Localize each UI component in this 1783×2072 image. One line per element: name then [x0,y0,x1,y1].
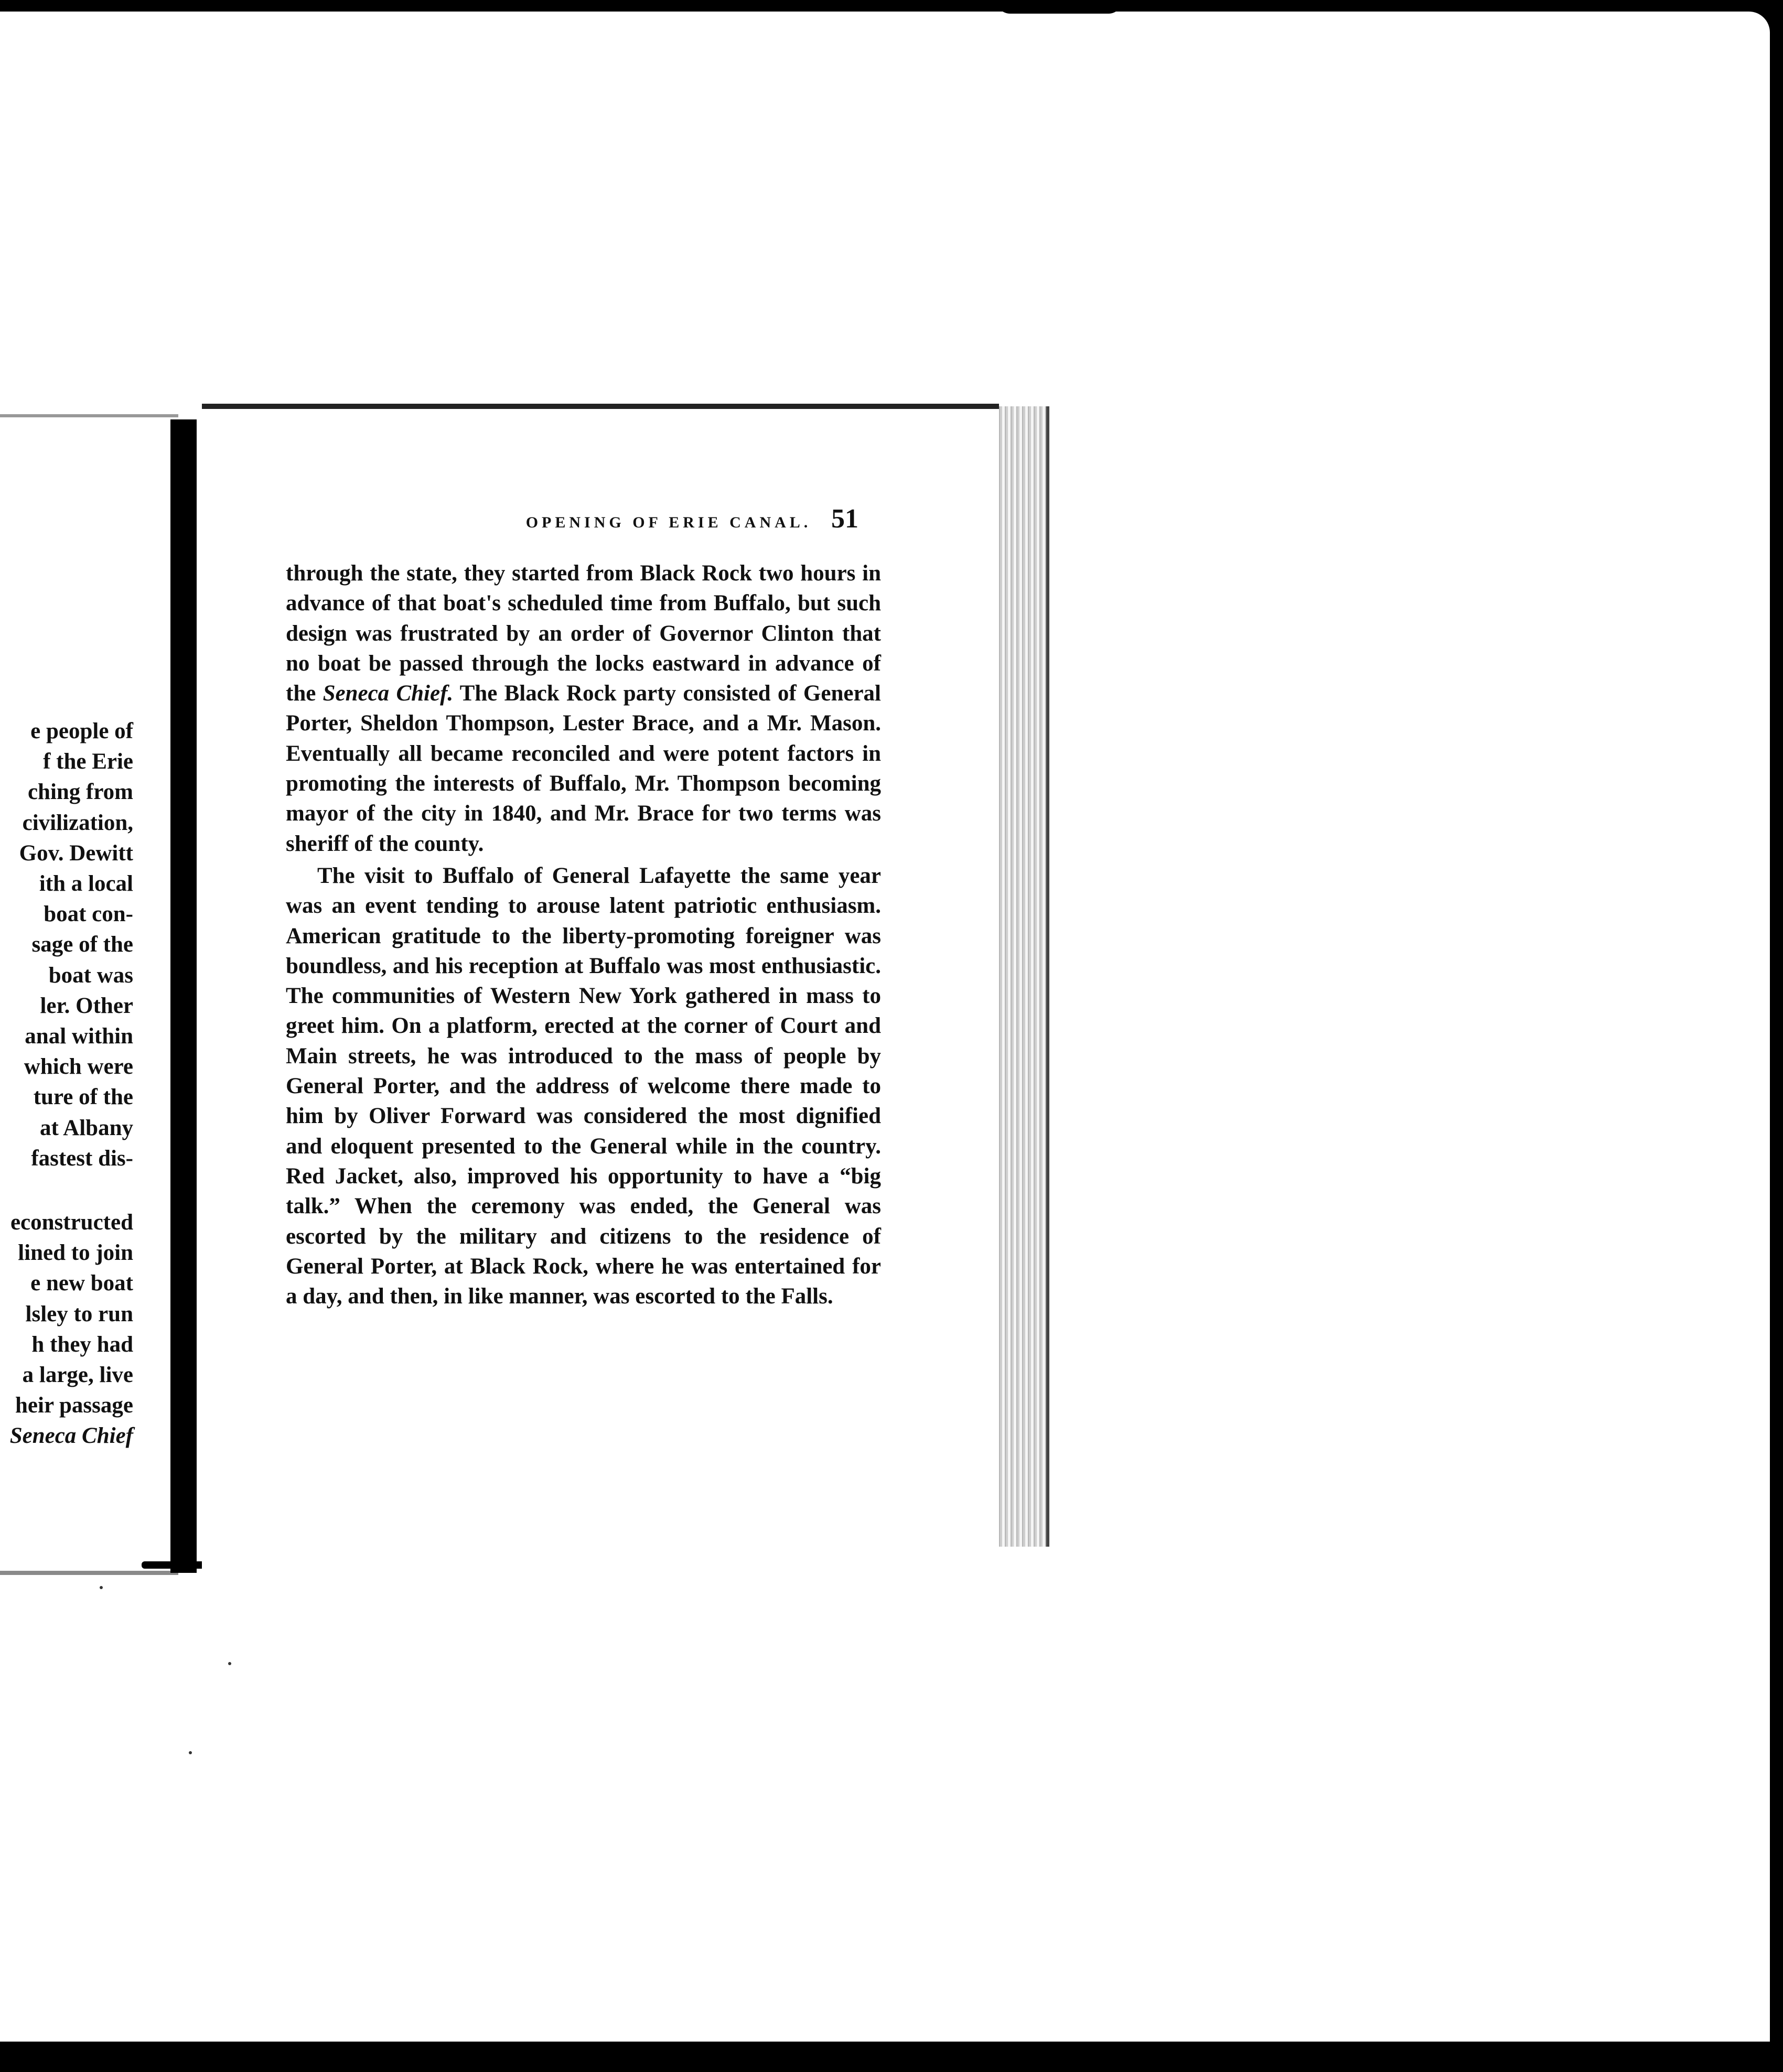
left-line: h they had [31,1332,133,1357]
paragraph-1: through the state, they started from Black Rock two hours in advance of that boat's scheduled time from Buffalo, but such design was frustrated by an order of Governor Clinton that no boat be passed through the locks eastward in advance of the Seneca Chief. The Black Rock party consisted of General Porter, Sheldon Thompson, Lester Brace, and a Mr. Mason. Eventually all became reconciled and were potent factors in promoting the interests of Buffalo, Mr. Thompson becoming mayor of the city in 1840, and Mr. Brace for two terms was sheriff of the county. [286,561,881,856]
left-line: at Albany [39,1115,133,1140]
left-line: e people of [30,719,133,743]
left-line: boat was [48,963,133,988]
film-artifact [996,0,1122,14]
left-line: Gov. Dewitt [19,840,133,866]
left-page-text [0,716,133,1452]
left-line: ith a local [39,871,133,897]
left-line: which were [24,1054,133,1080]
film-speck [189,1751,192,1754]
left-line: civilization, [22,810,133,835]
paragraph-2: The visit to Buffalo of General Lafayette the same year was an event tending to arouse latent patriotic enthusiasm. American gratitude to the liberty-promoting foreigner was boundless, and his reception at Buffalo was most enthusiastic. The communities of Western New York gathered in mass to greet him. On a platform, erected at the corner of Court and Main streets, he was introduced to the mass of people by General Porter, and the address of welcome there made to him by Oliver Forward was considered the most dignified and eloquent presented to the General while in the country. Red Jacket, also, improved his opportunity to have a “big talk.” When the ceremony was ended, the General was escorted by the military and citizens to the residence of General Porter, at Black Rock, where he was entertained for a day, and then, in like manner, was escorted to the Falls. [286,863,881,1309]
film-speck [228,1662,231,1665]
body-text [286,558,881,1311]
left-line: Seneca Chief [9,1423,133,1449]
boat-name: Seneca Chief. [323,681,454,706]
book-gutter [170,419,197,1573]
left-line: lsley to run [25,1301,133,1326]
film-speck [100,1586,103,1589]
left-line: a large, live [22,1363,133,1388]
left-line: econstructed [10,1210,133,1235]
left-line: ching from [27,780,133,805]
left-line: anal within [25,1024,133,1049]
left-line: heir passage [15,1393,133,1418]
running-head: OPENING OF ERIE CANAL. [525,514,812,531]
left-line: e new boat [30,1271,133,1296]
page-number: 51 [831,504,858,534]
left-line: lined to join [18,1240,133,1266]
left-line: sage of the [31,932,133,957]
film-border-bottom [0,2042,1783,2072]
right-page [202,404,999,1570]
left-line: f the Erie [43,749,133,774]
left-line: ler. Other [40,993,133,1018]
left-line: ture of the [33,1085,133,1110]
left-line: fastest dis- [31,1146,133,1171]
left-line: boat con- [44,902,133,927]
left-page-fragment [0,414,178,1575]
